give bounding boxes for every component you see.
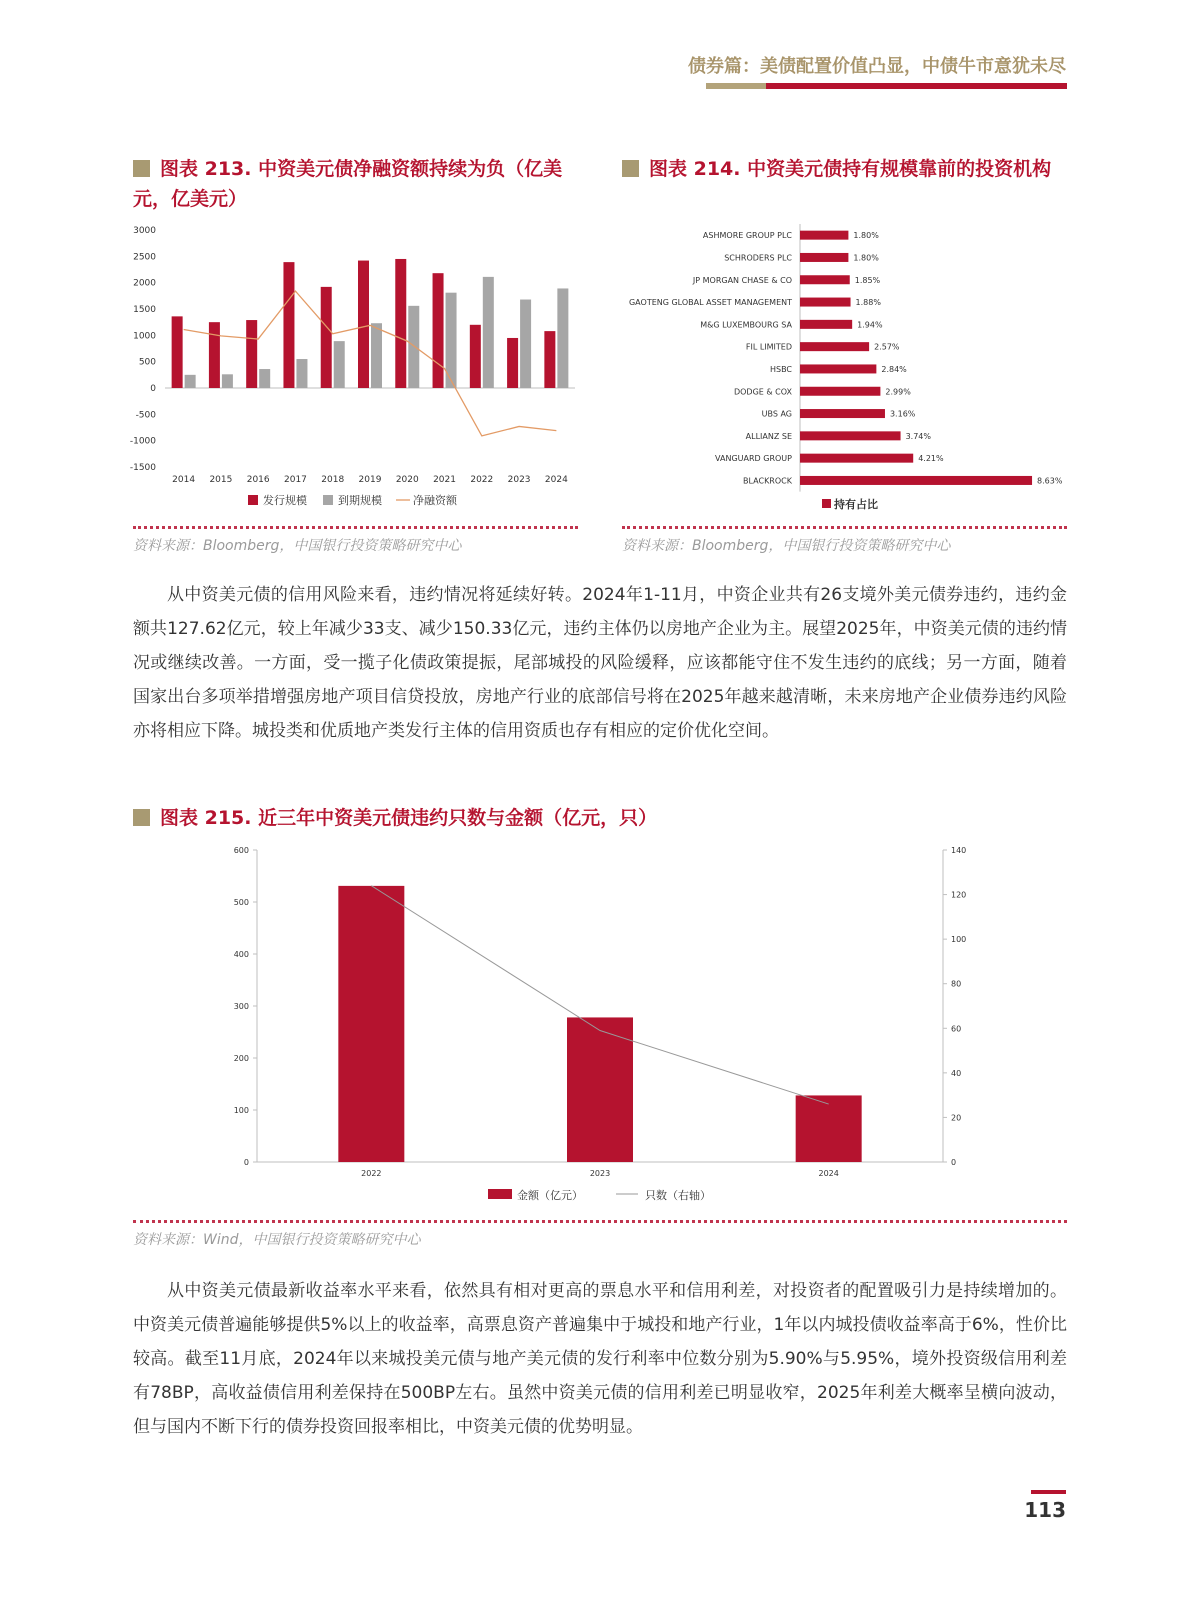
bar-maturity xyxy=(222,374,233,388)
bar-holding xyxy=(800,253,848,262)
right-tick-label: 120 xyxy=(951,890,967,900)
bar-holding xyxy=(800,387,880,396)
x-tick-label: 2017 xyxy=(284,475,307,485)
data-label: 3.74% xyxy=(905,431,931,441)
data-label: 1.85% xyxy=(854,275,881,285)
fig213-title-line2: 元，亿美元） xyxy=(133,188,248,210)
x-tick-label: 2024 xyxy=(544,475,568,485)
fig215-title xyxy=(133,803,1033,833)
bar-issuance xyxy=(246,320,257,388)
fig213-divider xyxy=(133,526,578,529)
y-tick-label: -1500 xyxy=(129,463,156,473)
x-tick-label: 2022 xyxy=(361,1169,382,1178)
data-label: 4.21% xyxy=(918,454,944,464)
right-tick-label: 0 xyxy=(951,1158,957,1167)
bar-holding xyxy=(800,342,869,351)
data-label: 1.94% xyxy=(857,320,883,330)
legend-swatch xyxy=(822,499,831,508)
bar-issuance xyxy=(172,316,183,388)
title-square-icon xyxy=(622,160,639,177)
category-label: M&G LUXEMBOURG SA xyxy=(700,320,792,330)
legend-label: 到期规模 xyxy=(338,494,382,507)
x-tick-label: 2024 xyxy=(818,1169,839,1178)
paragraph-1: 从中资美元债的信用风险来看，违约情况将延续好转。2024年1-11月，中资企业共有26支境外美元债券违约，违约金额共127.62亿元，较上年减少33支、减少150.33亿元，违约主体仍以房地产企业为主。展望2025年，中资美元债的违约情况或继续改善。一方面，受一揽子化债政策提振，尾部城投的风险缓释，应该都能守住不发生违约的底线；另一方面，随着国家出台多项举措增强房地产项目信贷投放，房地产行业的底部信号将在2025年越来越清晰，未来房地产企业债券违约风险亦将相应下降。城投类和优质地产类发行主体的信用资质也存有相应的定价优化空间。 xyxy=(133,585,1067,741)
x-tick-label: 2023 xyxy=(507,475,531,485)
y-tick-label: -1000 xyxy=(129,436,156,447)
data-label: 1.88% xyxy=(855,298,881,308)
bar-issuance xyxy=(433,273,444,388)
legend-swatch xyxy=(488,1189,512,1199)
fig214-title-text: 图表 214. 中资美元债持有规模靠前的投资机构 xyxy=(649,158,1052,180)
legend-label: 持有占比 xyxy=(834,498,878,511)
y-tick-label: 2000 xyxy=(133,278,156,289)
legend-label: 金额（亿元） xyxy=(517,1189,583,1202)
category-label: UBS AG xyxy=(761,409,792,419)
fig213-title xyxy=(133,154,593,214)
fig213-source: 资料来源：Bloomberg，中国银行投资策略研究中心 xyxy=(133,538,462,554)
bar-issuance xyxy=(544,331,555,388)
fig215-source: 资料来源：Wind，中国银行投资策略研究中心 xyxy=(133,1232,421,1248)
bar-holding xyxy=(800,298,851,307)
x-tick-label: 2014 xyxy=(172,475,196,485)
legend-label: 净融资额 xyxy=(413,494,457,507)
bar-issuance xyxy=(395,259,406,388)
x-tick-label: 2021 xyxy=(433,475,456,485)
bar-holding xyxy=(800,320,852,329)
bar-issuance xyxy=(283,262,294,388)
bar-default-amount xyxy=(567,1017,633,1162)
category-label: JP MORGAN CHASE & CO xyxy=(692,275,792,285)
fig214-title xyxy=(622,154,1082,184)
legend-label: 只数（右轴） xyxy=(645,1189,711,1202)
fig215-title-text: 图表 215. 近三年中资美元债违约只数与金额（亿元，只） xyxy=(160,807,658,829)
y-tick-label: 500 xyxy=(138,357,156,368)
fig214-source: 资料来源：Bloomberg，中国银行投资策略研究中心 xyxy=(622,538,951,554)
right-tick-label: 140 xyxy=(951,846,967,855)
category-label: ASHMORE GROUP PLC xyxy=(702,231,792,241)
x-tick-label: 2019 xyxy=(358,475,382,485)
data-label: 1.80% xyxy=(853,253,879,263)
legend-swatch xyxy=(248,495,258,505)
x-tick-label: 2023 xyxy=(589,1169,611,1178)
bar-maturity xyxy=(483,277,494,388)
y-tick-label: 2500 xyxy=(133,252,156,263)
line-net-financing xyxy=(184,291,557,436)
left-tick-label: 600 xyxy=(233,846,249,855)
legend-label: 发行规模 xyxy=(263,494,307,507)
y-tick-label: 1000 xyxy=(133,331,156,342)
bar-holding xyxy=(800,364,876,373)
header-bar-gold xyxy=(706,83,766,89)
left-tick-label: 0 xyxy=(243,1158,249,1167)
left-tick-label: 500 xyxy=(233,898,249,907)
fig213-title-line1: 图表 213. 中资美元债净融资额持续为负（亿美 xyxy=(160,158,563,180)
data-label: 8.63% xyxy=(1037,476,1063,486)
category-label: DODGE & COX xyxy=(733,387,792,397)
bar-holding xyxy=(800,454,913,463)
paragraph-2: 从中资美元债最新收益率水平来看，依然具有相对更高的票息水平和信用利差，对投资者的配置吸引力是持续增加的。中资美元债普遍能够提供5%以上的收益率，高票息资产普遍集中于城投和地产行业，1年以内城投债收益率高于6%，性价比较高。截至11月底，2024年以来城投美元债与地产美元债的发行利率中位数分别为5.90%与5.95%，境外投资级信用利差有78BP，高收益债信用利差保持在500BP左右。虽然中资美元债的信用利差已明显收窄，2025年利差大概率呈横向波动，但与国内不断下行的债券投资回报率相比，中资美元债的优势明显。 xyxy=(133,1281,1067,1437)
category-label: HSBC xyxy=(769,364,792,374)
x-tick-label: 2022 xyxy=(470,475,494,485)
y-tick-label: 1500 xyxy=(133,305,156,315)
bar-maturity xyxy=(557,288,568,388)
category-label: ALLIANZ SE xyxy=(745,431,792,441)
right-tick-label: 60 xyxy=(951,1024,962,1034)
right-tick-label: 80 xyxy=(951,979,962,989)
bar-maturity xyxy=(259,369,270,388)
bar-maturity xyxy=(371,323,382,388)
left-tick-label: 100 xyxy=(233,1106,249,1115)
bar-holding xyxy=(800,231,848,240)
left-tick-label: 300 xyxy=(233,1002,249,1011)
bar-maturity xyxy=(520,300,531,388)
chart-fig213 xyxy=(120,220,590,520)
category-label: GAOTENG GLOBAL ASSET MANAGEMENT xyxy=(628,298,792,308)
bar-holding xyxy=(800,431,901,440)
chart-fig214 xyxy=(622,222,1067,517)
legend-swatch xyxy=(323,495,333,505)
right-tick-label: 100 xyxy=(951,935,967,945)
bar-issuance xyxy=(358,261,369,388)
data-label: 3.16% xyxy=(889,409,916,419)
header-bar-red xyxy=(766,83,1067,89)
category-label: FIL LIMITED xyxy=(745,342,792,352)
x-tick-label: 2015 xyxy=(209,475,233,485)
fig215-divider xyxy=(133,1220,1067,1223)
page-number: 113 xyxy=(1024,1498,1066,1522)
data-label: 2.99% xyxy=(885,387,911,397)
bar-issuance xyxy=(321,287,332,388)
category-label: BLACKROCK xyxy=(743,476,792,486)
x-tick-label: 2016 xyxy=(246,475,270,485)
left-tick-label: 200 xyxy=(233,1054,249,1063)
data-label: 2.57% xyxy=(874,342,900,352)
bar-holding xyxy=(800,476,1032,485)
bar-maturity xyxy=(334,341,345,388)
bar-maturity xyxy=(408,306,419,388)
x-tick-label: 2018 xyxy=(321,475,345,485)
bar-issuance xyxy=(470,325,481,388)
chart-fig215 xyxy=(133,840,1067,1215)
right-tick-label: 20 xyxy=(951,1113,962,1123)
right-tick-label: 40 xyxy=(951,1068,962,1078)
category-label: VANGUARD GROUP xyxy=(715,454,792,464)
bar-default-amount xyxy=(796,1095,862,1162)
y-tick-label: -500 xyxy=(135,410,156,421)
title-square-icon xyxy=(133,160,150,177)
data-label: 2.84% xyxy=(881,364,907,374)
bar-maturity xyxy=(185,375,196,388)
data-label: 1.80% xyxy=(853,231,879,241)
bar-default-amount xyxy=(338,886,404,1162)
left-tick-label: 400 xyxy=(233,950,249,959)
title-square-icon xyxy=(133,809,150,826)
bar-holding xyxy=(800,409,885,418)
bar-issuance xyxy=(209,322,220,388)
x-tick-label: 2020 xyxy=(395,475,419,485)
bar-holding xyxy=(800,275,850,284)
category-label: SCHRODERS PLC xyxy=(724,253,792,263)
y-tick-label: 0 xyxy=(150,384,156,394)
bar-issuance xyxy=(507,338,518,388)
y-tick-label: 3000 xyxy=(133,226,156,236)
page-number-bar xyxy=(1031,1490,1066,1494)
header-title: 债券篇：美债配置价值凸显，中债牛市意犹未尽 xyxy=(688,56,1066,77)
fig214-divider xyxy=(622,526,1067,529)
bar-maturity xyxy=(296,359,307,388)
